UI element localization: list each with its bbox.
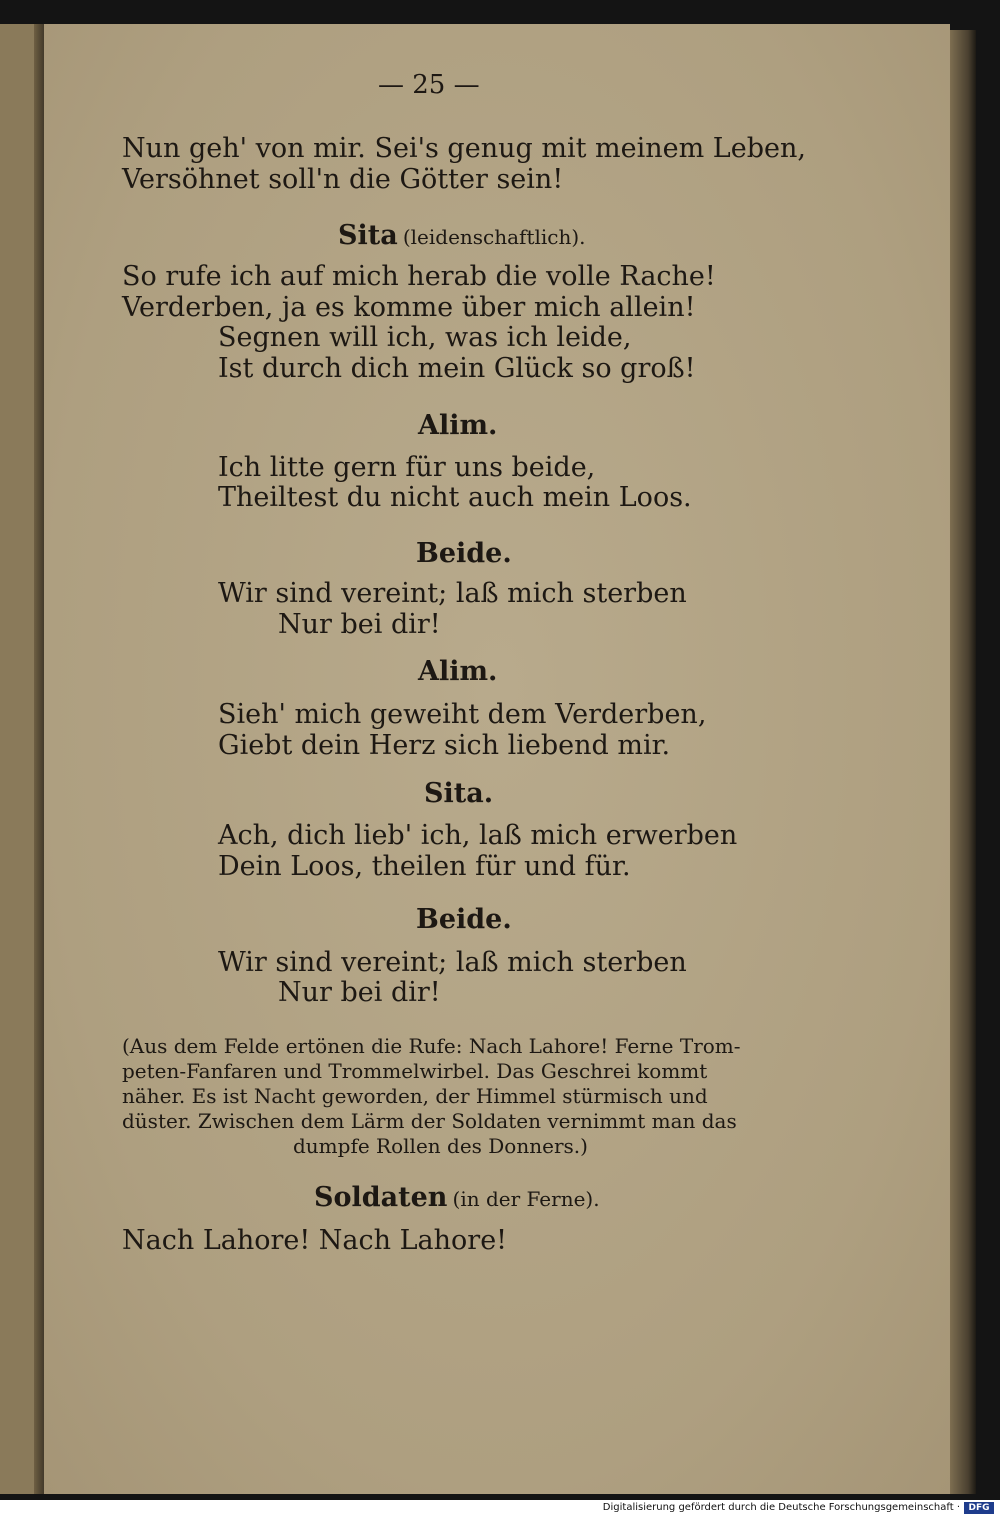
speaker-name: Soldaten	[314, 1182, 448, 1213]
stage-direction: (leidenschaftlich).	[402, 225, 586, 249]
right-page-edge	[950, 30, 976, 1494]
verse-line: Verderben, ja es komme über mich allein!	[122, 292, 696, 323]
stage-direction-line: peten-Fanfaren und Trommelwirbel. Das Geschrei kommt	[122, 1059, 708, 1083]
page-number: — 25 —	[378, 70, 480, 100]
verse-line: So rufe ich auf mich herab die volle Rache!	[122, 261, 716, 292]
verse-line: Ach, dich lieb' ich, laß mich erwerben	[218, 820, 738, 851]
speaker-name: Sita.	[424, 778, 494, 809]
verse-line: Nun geh' von mir. Sei's genug mit meinem Leben,	[122, 133, 806, 164]
verse-line: Giebt dein Herz sich liebend mir.	[218, 730, 671, 761]
stage-direction-line: (Aus dem Felde ertönen die Rufe: Nach Lahore! Ferne Trom-	[122, 1034, 741, 1058]
speaker-name: Beide.	[416, 538, 512, 569]
verse-line: Sieh' mich geweiht dem Verderben,	[218, 699, 707, 730]
verse-line: Theiltest du nicht auch mein Loos.	[218, 482, 692, 513]
verse-line: Dein Loos, theilen für und für.	[218, 851, 631, 882]
verse-line: Ist durch dich mein Glück so groß!	[218, 353, 696, 384]
speaker-heading	[338, 220, 586, 251]
footer-credit: Digitalisierung gefördert durch die Deutsche Forschungsgemeinschaft ·	[602, 1502, 960, 1513]
speaker-name: Sita	[338, 220, 398, 251]
speaker-name: Alim.	[418, 656, 498, 687]
speaker-name: Beide.	[416, 904, 512, 935]
speaker-heading	[314, 1182, 600, 1213]
stage-direction-line: näher. Es ist Nacht geworden, der Himmel stürmisch und	[122, 1084, 708, 1108]
verse-line: Nur bei dir!	[278, 977, 441, 1008]
verse-line: Segnen will ich, was ich leide,	[218, 322, 632, 353]
verse-line: Ich litte gern für uns beide,	[218, 452, 596, 483]
verse-line: Versöhnet soll'n die Götter sein!	[122, 164, 564, 195]
stage-direction-line: düster. Zwischen dem Lärm der Soldaten vernimmt man das	[122, 1109, 737, 1133]
dfg-logo: DFG	[964, 1502, 994, 1514]
speaker-name: Alim.	[418, 410, 498, 441]
stage-direction-line: dumpfe Rollen des Donners.)	[293, 1134, 588, 1158]
verse-line: Nach Lahore! Nach Lahore!	[122, 1225, 508, 1256]
stage-direction: (in der Ferne).	[452, 1187, 600, 1211]
verse-line: Nur bei dir!	[278, 609, 441, 640]
verse-line: Wir sind vereint; laß mich sterben	[218, 578, 687, 609]
verse-line: Wir sind vereint; laß mich sterben	[218, 947, 687, 978]
